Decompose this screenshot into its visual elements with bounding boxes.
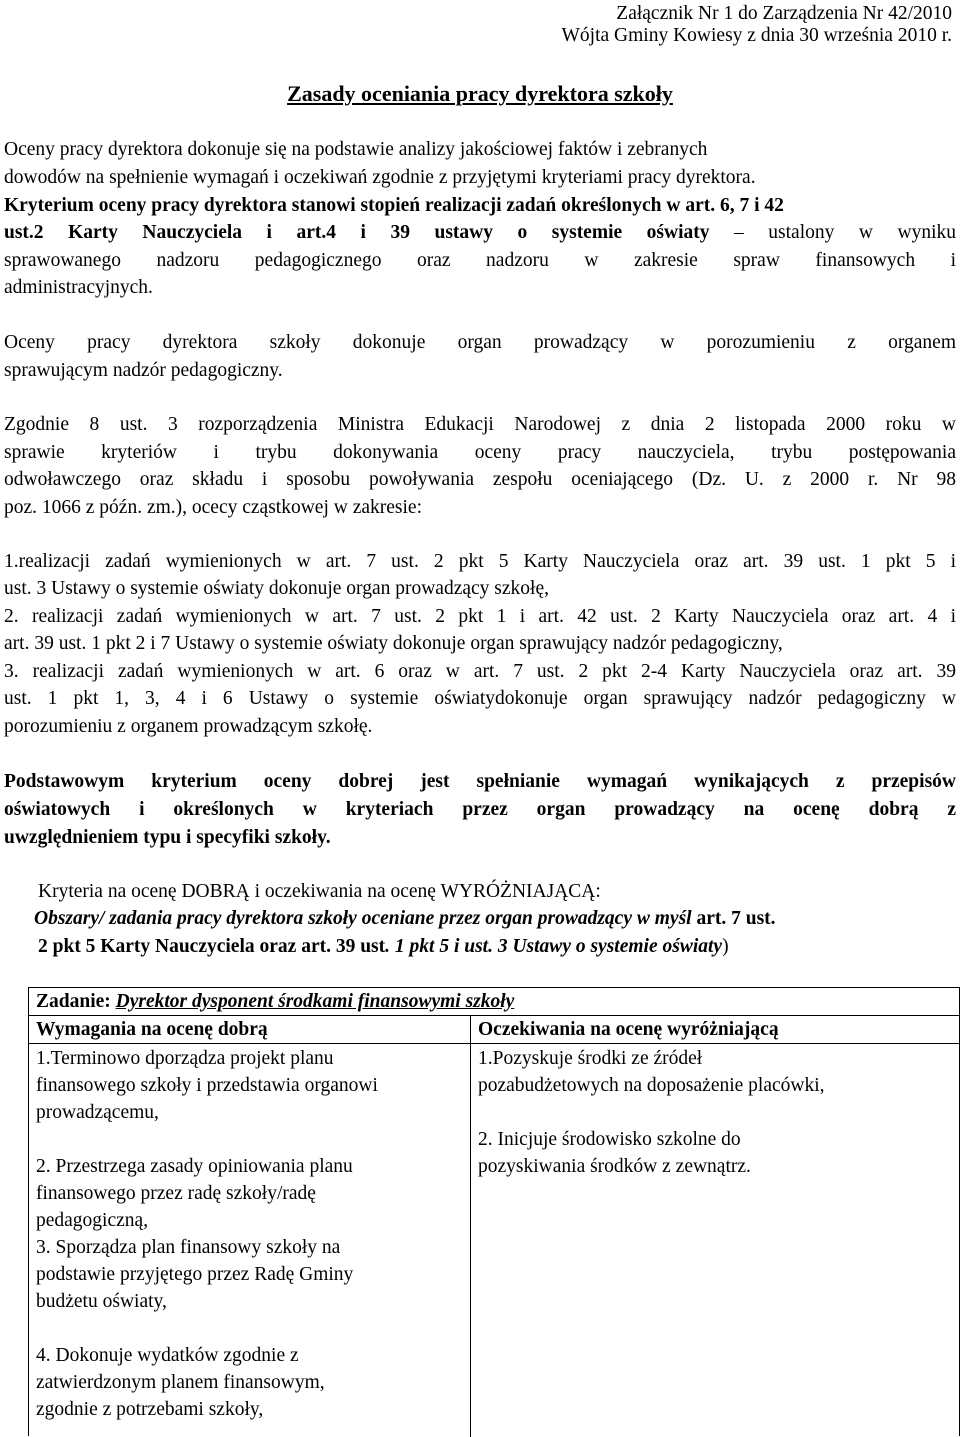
- para1-line3: Kryterium oceny pracy dyrektora stanowi stopień realizacji zadań określonych w art. 6, 7 i 42: [4, 195, 784, 216]
- col2-header: Oczekiwania na ocenę wyróżniającą: [478, 1019, 779, 1040]
- criteria-line2: [34, 905, 960, 932]
- col2-line: [478, 1099, 825, 1126]
- para1-line4-rest: – ustalony w wyniku: [709, 222, 956, 243]
- list-line6: ust. 1 pkt 1, 3, 4 i 6 Ustawy o systemie oświatydokonuje organ sprawujący nadzór pedagogiczny w: [4, 688, 956, 709]
- col2-line: 1.Pozyskuje środki ze źródeł: [478, 1048, 703, 1069]
- criteria-line3-bold: 2 pkt 5 Karty Nauczyciela oraz art. 39 ust: [38, 936, 386, 957]
- task-label: Zadanie:: [36, 991, 116, 1012]
- task-value: Dyrektor dysponent środkami finansowymi szkoły: [115, 991, 515, 1012]
- table-divider-header: [28, 1043, 960, 1044]
- attachment-header-line2: Wójta Gminy Kowiesy z dnia 30 września 2010 r.: [561, 25, 952, 46]
- col1-line: prowadzącemu,: [36, 1102, 159, 1123]
- col2-line: pozabudżetowych na doposażenie placówki,: [478, 1075, 825, 1096]
- list-line5: 3. realizacji zadań wymienionych w art. 6 oraz w art. 7 ust. 2 pkt 2-4 Karty Nauczyciela oraz art. 39: [4, 661, 956, 682]
- criteria-line2-italic: Obszary/ zadania pracy dyrektora szkoły oceniane przez organ prowadzący w myśl: [34, 908, 697, 929]
- para3-line1: Zgodnie 8 ust. 3 rozporządzenia Ministra Edukacji Narodowej z dnia 2 listopada 2000 roku w: [4, 414, 956, 435]
- table-task-row: [36, 988, 514, 1015]
- criteria-line3: [38, 933, 960, 960]
- para1-line4: [4, 219, 956, 246]
- para1-line4-bold: ust.2 Karty Nauczyciela i art.4 i 39 ustawy o systemie oświaty: [4, 222, 710, 243]
- col1-content: [36, 1045, 378, 1423]
- col1-line: finansowego szkoły i przedstawia organowi: [36, 1075, 378, 1096]
- col1-line: [36, 1126, 378, 1153]
- para2-line2: sprawującym nadzór pedagogiczny.: [4, 360, 283, 381]
- para2-line1: Oceny pracy dyrektora szkoły dokonuje organ prowadzący w porozumieniu z organem: [4, 332, 956, 353]
- page-title: Zasady oceniania pracy dyrektora szkoły: [287, 81, 673, 106]
- list-line2: ust. 3 Ustawy o systemie oświaty dokonuje organ prowadzący szkołę,: [4, 578, 549, 599]
- col1-line: budżetu oświaty,: [36, 1291, 167, 1312]
- bold-para-line1: Podstawowym kryterium oceny dobrej jest spełnianie wymagań wynikających z przepisów: [4, 771, 956, 792]
- table-column-divider: [470, 1015, 471, 1437]
- list-line3: 2. realizacji zadań wymienionych w art. 7 ust. 2 pkt 1 i art. 42 ust. 2 Karty Nauczyciela oraz art. 4 i: [4, 606, 956, 627]
- bold-para-line2: oświatowych i określonych w kryteriach przez organ prowadzący na ocenę dobrą z: [4, 799, 956, 820]
- col1-line: pedagogiczną,: [36, 1210, 149, 1231]
- list-line7: porozumieniu z organem prowadzącym szkołę.: [4, 716, 373, 737]
- list-line4: art. 39 ust. 1 pkt 2 i 7 Ustawy o systemie oświaty dokonuje organ sprawujący nadzór pedagogiczny,: [4, 633, 783, 654]
- bold-para-line3: uwzględnieniem typu i specyfiki szkoły.: [4, 827, 331, 848]
- col1-line: finansowego przez radę szkoły/radę: [36, 1183, 316, 1204]
- para1-line2: dowodów na spełnienie wymagań i oczekiwań zgodnie z przyjętymi kryteriami pracy dyrektora.: [4, 167, 756, 188]
- criteria-line3-italic: . 1 pkt 5 i ust. 3 Ustawy o systemie oświaty: [385, 936, 723, 957]
- col1-line: zatwierdzonym planem finansowym,: [36, 1372, 325, 1393]
- col2-content: [478, 1045, 825, 1180]
- col1-line: 3. Sporządza plan finansowy szkoły na: [36, 1237, 341, 1258]
- para3-line4: poz. 1066 z późn. zm.), ocecy cząstkowej w zakresie:: [4, 497, 422, 518]
- criteria-line1: Kryteria na ocenę DOBRĄ i oczekiwania na ocenę WYRÓŻNIAJĄCĄ:: [38, 881, 601, 902]
- col1-line: 2. Przestrzega zasady opiniowania planu: [36, 1156, 353, 1177]
- criteria-table: [28, 987, 960, 1437]
- col1-line: zgodnie z potrzebami szkoły,: [36, 1399, 264, 1420]
- para1-line1: Oceny pracy dyrektora dokonuje się na podstawie analizy jakościowej faktów i zebranych: [4, 139, 708, 160]
- para1-line6: administracyjnych.: [4, 277, 153, 298]
- criteria-line3-paren: ): [722, 936, 729, 957]
- col1-line: 1.Terminowo dporządza projekt planu: [36, 1048, 334, 1069]
- col1-line: 4. Dokonuje wydatków zgodnie z: [36, 1345, 299, 1366]
- list-line1: 1.realizacji zadań wymienionych w art. 7 ust. 2 pkt 5 Karty Nauczyciela oraz art. 39 ust. 1 pkt 5 i: [4, 551, 956, 572]
- col2-line: pozyskiwania środków z zewnątrz.: [478, 1156, 751, 1177]
- attachment-header-line1: Załącznik Nr 1 do Zarządzenia Nr 42/2010: [616, 3, 952, 24]
- col1-line: [36, 1315, 378, 1342]
- col1-header: Wymagania na ocenę dobrą: [36, 1019, 268, 1040]
- para3-line2: sprawie kryteriów i trybu dokonywania oceny pracy nauczyciela, trybu postępowania: [4, 442, 956, 463]
- col1-line: podstawie przyjętego przez Radę Gminy: [36, 1264, 354, 1285]
- col2-line: 2. Inicjuje środowisko szkolne do: [478, 1129, 741, 1150]
- para1-line5: sprawowanego nadzoru pedagogicznego oraz nadzoru w zakresie spraw finansowych i: [4, 250, 956, 271]
- para3-line3: odwoławczego oraz składu i sposobu powoływania zespołu oceniającego (Dz. U. z 2000 r. Nr 98: [4, 469, 956, 490]
- criteria-line2-bold: art. 7 ust.: [696, 908, 776, 929]
